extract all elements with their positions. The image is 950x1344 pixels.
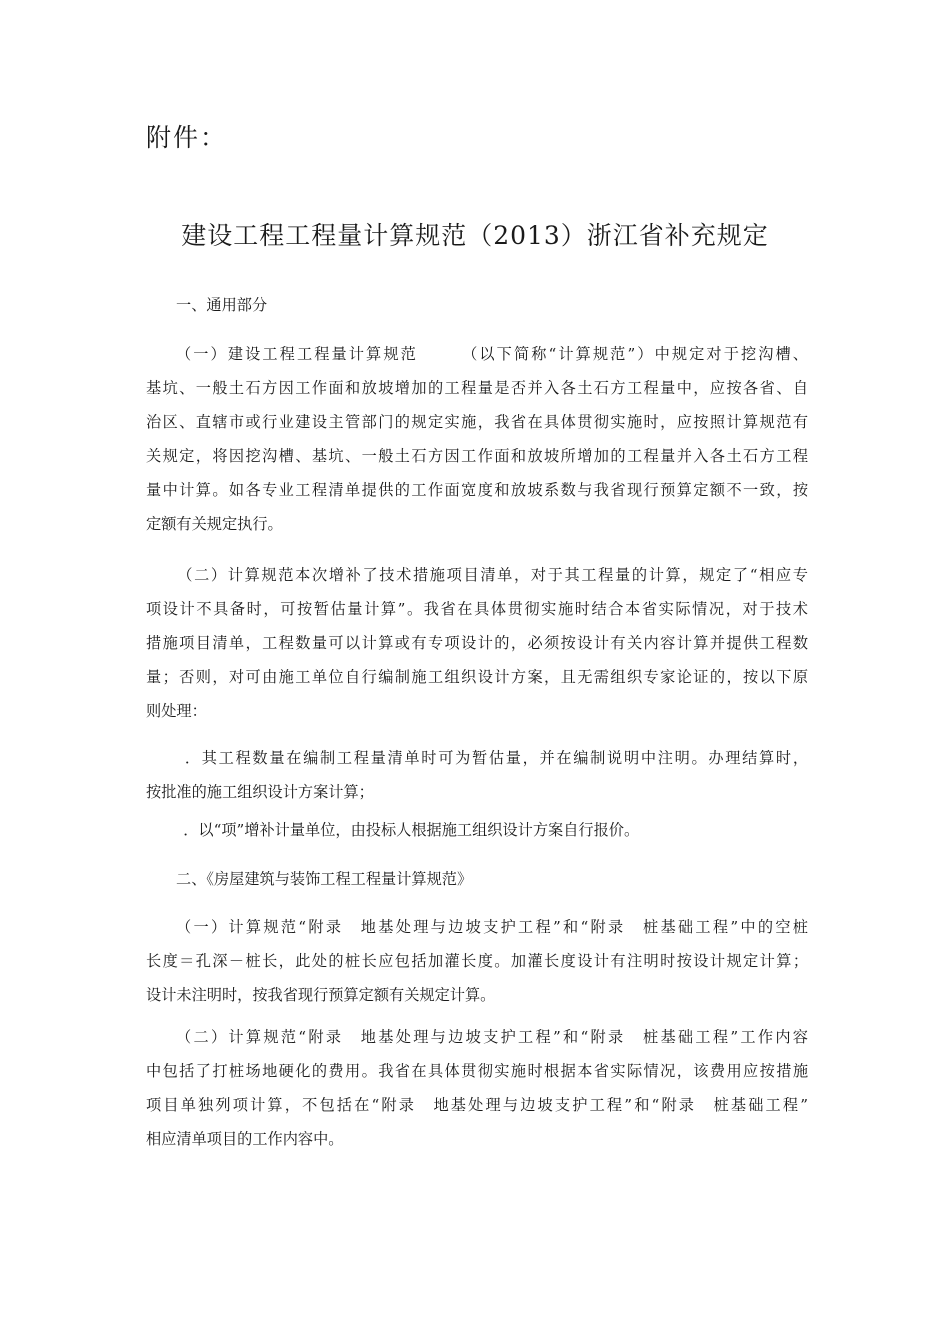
paragraph-1-2 — [146, 558, 808, 728]
paragraph-line: 设计未注明时，按我省现行预算定额有关规定计算。 — [146, 986, 496, 1004]
paragraph-line: （一）建设工程工程量计算规范 （以下简称“计算规范”）中规定对于挖沟槽、 — [176, 345, 808, 363]
paragraph-line: 治区、直辖市或行业建设主管部门的规定实施，我省在具体贯彻实施时，应按照计算规范有 — [146, 413, 808, 431]
paragraph-line: （一）计算规范“附录 地基处理与边坡支护工程”和“附录 桩基础工程”中的空桩 — [176, 918, 808, 936]
paragraph-line: ．其工程数量在编制工程量清单时可为暂估量，并在编制说明中注明。办理结算时， — [168, 749, 808, 767]
attachment-label: 附件： — [146, 123, 228, 152]
paragraph-line: 措施项目清单，工程数量可以计算或有专项设计的，必须按设计有关内容计算并提供工程数 — [146, 634, 808, 652]
paragraph-line: （二）计算规范本次增补了技术措施项目清单，对于其工程量的计算，规定了“相应专 — [168, 566, 808, 584]
paragraph-1-4 — [146, 813, 808, 847]
section-heading-general: 一、通用部分 — [176, 296, 268, 314]
paragraph-line: 项设计不具备时，可按暂估量计算”。我省在具体贯彻实施时结合本省实际情况，对于技术 — [146, 600, 808, 618]
paragraph-line: 定额有关规定执行。 — [146, 515, 283, 533]
paragraph-1-3 — [146, 741, 808, 809]
paragraph-line: ．以“项”增补计量单位，由投标人根据施工组织设计方案自行报价。 — [168, 821, 640, 839]
paragraph-line: 基坑、一般土石方因工作面和放坡增加的工程量是否并入各土石方工程量中，应按各省、自 — [146, 379, 808, 397]
paragraph-2-2 — [146, 1020, 808, 1156]
paragraph-line: 相应清单项目的工作内容中。 — [146, 1130, 344, 1148]
paragraph-line: 按批准的施工组织设计方案计算； — [146, 783, 374, 801]
paragraph-2-1 — [146, 910, 808, 1012]
document-title: 建设工程工程量计算规范（2013）浙江省补充规定 — [181, 221, 769, 250]
paragraph-line: 量；否则，对可由施工单位自行编制施工组织设计方案，且无需组织专家论证的，按以下原 — [146, 668, 808, 686]
paragraph-line: 中包括了打桩场地硬化的费用。我省在具体贯彻实施时根据本省实际情况，该费用应按措施 — [146, 1062, 808, 1080]
paragraph-line: 则处理： — [146, 702, 207, 720]
paragraph-line: （二）计算规范“附录 地基处理与边坡支护工程”和“附录 桩基础工程”工作内容 — [176, 1028, 808, 1046]
paragraph-1-1 — [146, 337, 808, 541]
paragraph-line: 长度＝孔深－桩长，此处的桩长应包括加灌长度。加灌长度设计有注明时按设计规定计算； — [146, 952, 808, 970]
paragraph-line: 关规定，将因挖沟槽、基坑、一般土石方因工作面和放坡所增加的工程量并入各土石方工程 — [146, 447, 808, 465]
section-heading-building: 二、《房屋建筑与装饰工程工程量计算规范》 — [176, 870, 473, 888]
paragraph-line: 量中计算。如各专业工程清单提供的工作面宽度和放坡系数与我省现行预算定额不一致，按 — [146, 481, 808, 499]
paragraph-line: 项目单独列项计算，不包括在“附录 地基处理与边坡支护工程”和“附录 桩基础工程” — [146, 1096, 808, 1114]
